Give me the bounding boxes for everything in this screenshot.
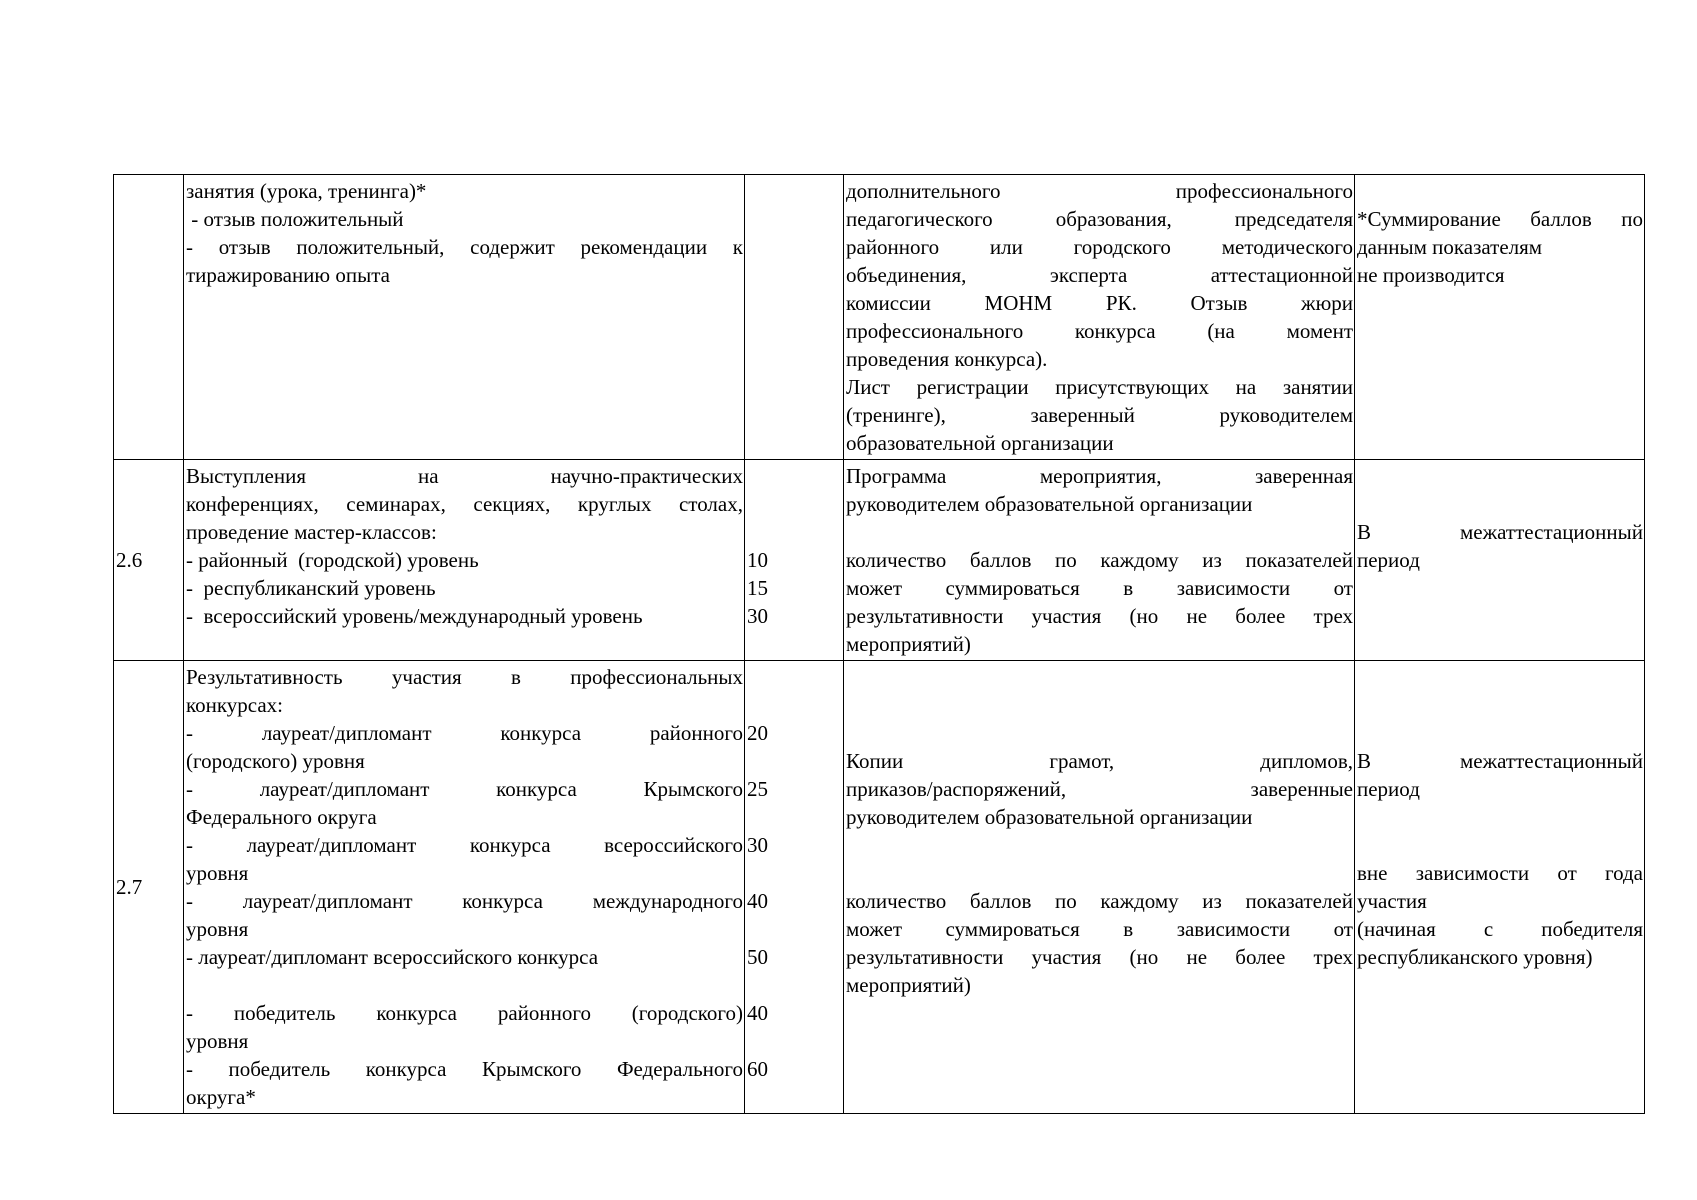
points-value: 40 (747, 1001, 768, 1025)
indicator-line: уровня (186, 861, 249, 885)
points-value: 20 (747, 721, 768, 745)
indicator-line: округа* (186, 1085, 256, 1109)
documents-line: может суммироваться в зависимости от (846, 576, 1353, 600)
indicator-line: проведение мастер-классов: (186, 520, 437, 544)
documents-cell (844, 661, 1355, 1114)
documents-line: количество баллов по каждому из показателей (846, 889, 1353, 913)
points-cell (745, 661, 844, 1114)
documents-line: приказов/распоряжений, заверенные (846, 777, 1353, 801)
indicator-line: - лауреат/дипломант конкурса Крымского (186, 777, 743, 801)
points-value: 60 (747, 1057, 768, 1081)
table-row (114, 661, 1645, 1114)
note-line: период (1357, 548, 1420, 572)
indicator-cell (184, 175, 745, 460)
note-line: период (1357, 777, 1420, 801)
indicator-line: конференциях, семинарах, секциях, круглых столах, (186, 492, 743, 516)
documents-line: мероприятий) (846, 632, 971, 656)
indicator-line: - районный (городской) уровень (186, 548, 479, 572)
documents-line: Копии грамот, дипломов, (846, 749, 1353, 773)
points-value: 25 (747, 777, 768, 801)
documents-line: Программа мероприятия, заверенная (846, 464, 1353, 488)
indicator-line: - лауреат/дипломант конкурса всероссийского (186, 833, 743, 857)
indicator-line: занятия (урока, тренинга)* (186, 179, 427, 203)
indicator-line: - отзыв положительный (186, 207, 404, 231)
points-value: 50 (747, 945, 768, 969)
indicator-line: конкурсах: (186, 693, 284, 717)
indicator-line: - победитель конкурса районного (городского) (186, 1001, 743, 1025)
indicator-line: - отзыв положительный, содержит рекомендации к (186, 235, 743, 259)
documents-line: районного или городского методического (846, 235, 1353, 259)
indicator-line: - всероссийский уровень/международный уровень (186, 604, 643, 628)
note-line: В межаттестационный (1357, 520, 1643, 544)
documents-line: количество баллов по каждому из показателей (846, 548, 1353, 572)
documents-line: педагогического образования, председателя (846, 207, 1353, 231)
row-number-cell (114, 175, 184, 460)
note-cell (1355, 175, 1645, 460)
points-cell (745, 175, 844, 460)
indicator-line: Федерального округа (186, 805, 377, 829)
indicator-line: - лауреат/дипломант конкурса районного (186, 721, 743, 745)
documents-line: объединения, эксперта аттестационной (846, 263, 1353, 287)
row-number-cell: 2.6 (114, 460, 184, 661)
table-row (114, 460, 1645, 661)
points-value: 30 (747, 604, 768, 628)
indicator-cell (184, 460, 745, 661)
indicator-line: - победитель конкурса Крымского Федерального (186, 1057, 743, 1081)
note-line: участия (1357, 889, 1427, 913)
indicator-line: (городского) уровня (186, 749, 365, 773)
note-line: данным показателям (1357, 235, 1543, 259)
documents-line: комиссии МОНМ РК. Отзыв жюри (846, 291, 1353, 315)
documents-line: дополнительного профессионального (846, 179, 1353, 203)
points-cell (745, 460, 844, 661)
note-line: не производится (1357, 263, 1505, 287)
documents-line: Лист регистрации присутствующих на занятии (846, 375, 1353, 399)
documents-line: руководителем образовательной организации (846, 492, 1253, 516)
documents-cell (844, 175, 1355, 460)
note-line: *Суммирование баллов по (1357, 207, 1643, 231)
documents-line: может суммироваться в зависимости от (846, 917, 1353, 941)
points-value: 40 (747, 889, 768, 913)
table-row (114, 175, 1645, 460)
note-cell (1355, 460, 1645, 661)
note-line: республиканского уровня) (1357, 945, 1593, 969)
indicator-line: - республиканский уровень (186, 576, 436, 600)
documents-cell (844, 460, 1355, 661)
documents-line: образовательной организации (846, 431, 1114, 455)
documents-line: результативности участия (но не более трех (846, 604, 1353, 628)
points-value: 15 (747, 576, 768, 600)
indicator-line: Результативность участия в профессиональных (186, 665, 743, 689)
documents-line: руководителем образовательной организации (846, 805, 1253, 829)
indicator-line: Выступления на научно-практических (186, 464, 743, 488)
row-number-cell: 2.7 (114, 661, 184, 1114)
points-value: 10 (747, 548, 768, 572)
indicator-line: уровня (186, 1029, 249, 1053)
points-value: 30 (747, 833, 768, 857)
indicator-line: - лауреат/дипломант конкурса международного (186, 889, 743, 913)
note-line: вне зависимости от года (1357, 861, 1643, 885)
documents-line: (тренинге), заверенный руководителем (846, 403, 1353, 427)
indicator-line: уровня (186, 917, 249, 941)
documents-line: результативности участия (но не более трех (846, 945, 1353, 969)
documents-line: мероприятий) (846, 973, 971, 997)
indicator-line: - лауреат/дипломант всероссийского конкурса (186, 945, 599, 969)
documents-line: проведения конкурса). (846, 347, 1048, 371)
note-line: (начиная с победителя (1357, 917, 1643, 941)
indicator-line: тиражированию опыта (186, 263, 390, 287)
note-line: В межаттестационный (1357, 749, 1643, 773)
documents-line: профессионального конкурса (на момент (846, 319, 1353, 343)
criteria-table (113, 174, 1645, 1114)
indicator-cell (184, 661, 745, 1114)
note-cell (1355, 661, 1645, 1114)
